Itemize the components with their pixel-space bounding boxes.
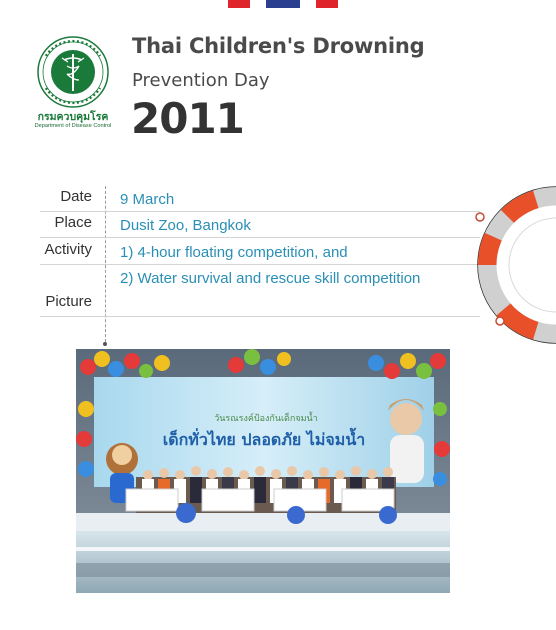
- page-subtitle: Prevention Day: [132, 70, 270, 91]
- row-divider: [40, 237, 480, 238]
- value-place: Dusit Zoo, Bangkok: [120, 217, 251, 234]
- row-divider: [40, 316, 480, 317]
- banner-slogan: เด็กทั่วไทย ปลอดภัย ไม่จมน้ำ: [162, 430, 366, 449]
- event-photo: [76, 349, 450, 593]
- row-divider: [40, 264, 480, 265]
- label-activity: Activity: [44, 241, 92, 258]
- flag-red-stripe-left: [228, 0, 250, 8]
- value-activity-2: 2) Water survival and rescue skill competition: [120, 270, 421, 287]
- flag-blue-stripe: [266, 0, 300, 8]
- life-ring-icon: [470, 180, 556, 350]
- label-date: Date: [60, 188, 92, 205]
- value-activity-1: 1) 4-hour floating competition, and: [120, 244, 348, 261]
- flag-red-stripe-right: [316, 0, 338, 8]
- row-divider: [40, 211, 480, 212]
- divider-dot: [103, 342, 107, 346]
- logo-thai-text: กรมควบคุมโรค: [37, 111, 109, 123]
- label-picture: Picture: [45, 293, 92, 310]
- logo-english-text: Department of Disease Control: [34, 123, 112, 129]
- value-date: 9 March: [120, 191, 175, 208]
- banner-small-text: วันรณรงค์ป้องกันเด็กจมน้ำ: [214, 414, 318, 424]
- year-heading: 2011: [131, 94, 244, 143]
- page-title: Thai Children's Drowning: [132, 34, 425, 58]
- label-place: Place: [54, 214, 92, 231]
